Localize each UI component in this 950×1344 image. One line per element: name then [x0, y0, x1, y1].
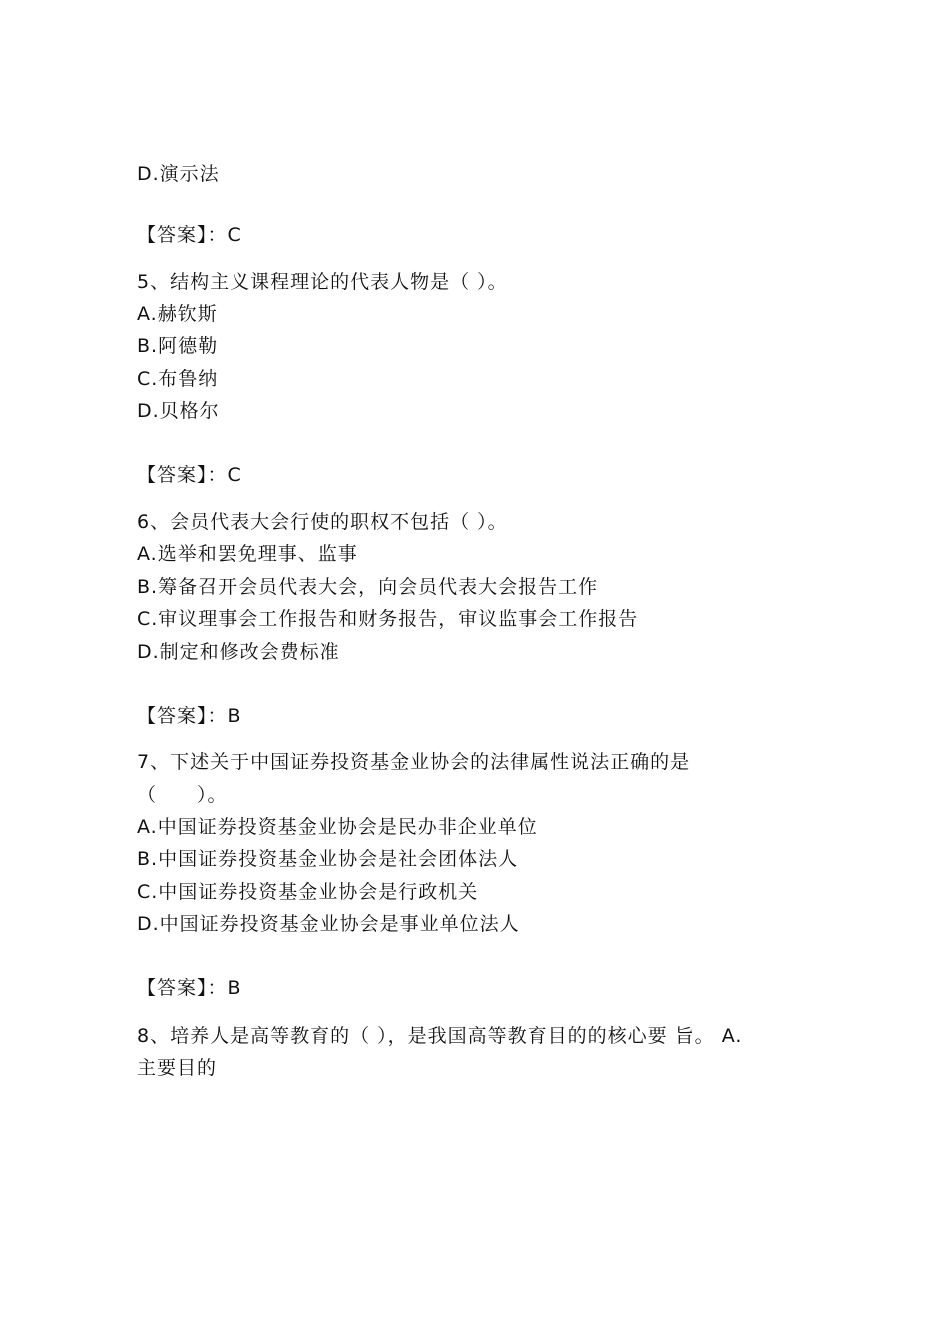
option-q5-c: C.布鲁纳 — [137, 368, 219, 390]
option-q6-c: C.审议理事会工作报告和财务报告，审议监事会工作报告 — [137, 608, 639, 630]
option-q7-a: A.中国证券投资基金业协会是民办非企业单位 — [137, 816, 538, 838]
answer-q7: 【答案】：B — [137, 977, 242, 999]
question-8: 8、培养人是高等教育的（ ），是我国高等教育目的的核心要 旨。 A. — [137, 1025, 743, 1047]
option-q7-b: B.中国证券投资基金业协会是社会团体法人 — [137, 848, 519, 870]
answer-q5: 【答案】：C — [137, 464, 242, 486]
option-q8-a: 主要目的 — [137, 1057, 218, 1079]
option-q5-d: D.贝格尔 — [137, 400, 220, 422]
question-5: 5、结构主义课程理论的代表人物是（ ）。 — [137, 271, 508, 293]
question-7-continued: （ ）。 — [137, 784, 228, 806]
option-q6-b: B.筹备召开会员代表大会，向会员代表大会报告工作 — [137, 576, 599, 598]
option-q7-d: D.中国证券投资基金业协会是事业单位法人 — [137, 913, 520, 935]
option-q5-b: B.阿德勒 — [137, 335, 219, 357]
question-6: 6、会员代表大会行使的职权不包括（ ）。 — [137, 511, 508, 533]
option-q7-c: C.中国证券投资基金业协会是行政机关 — [137, 881, 479, 903]
option-q4-d: D.演示法 — [137, 163, 220, 185]
answer-q6: 【答案】：B — [137, 705, 242, 727]
question-7: 7、下述关于中国证券投资基金业协会的法律属性说法正确的是 — [137, 751, 691, 773]
option-q6-d: D.制定和修改会费标准 — [137, 641, 340, 663]
answer-q4: 【答案】：C — [137, 224, 242, 246]
option-q5-a: A.赫钦斯 — [137, 303, 218, 325]
option-q6-a: A.选举和罢免理事、监事 — [137, 543, 358, 565]
